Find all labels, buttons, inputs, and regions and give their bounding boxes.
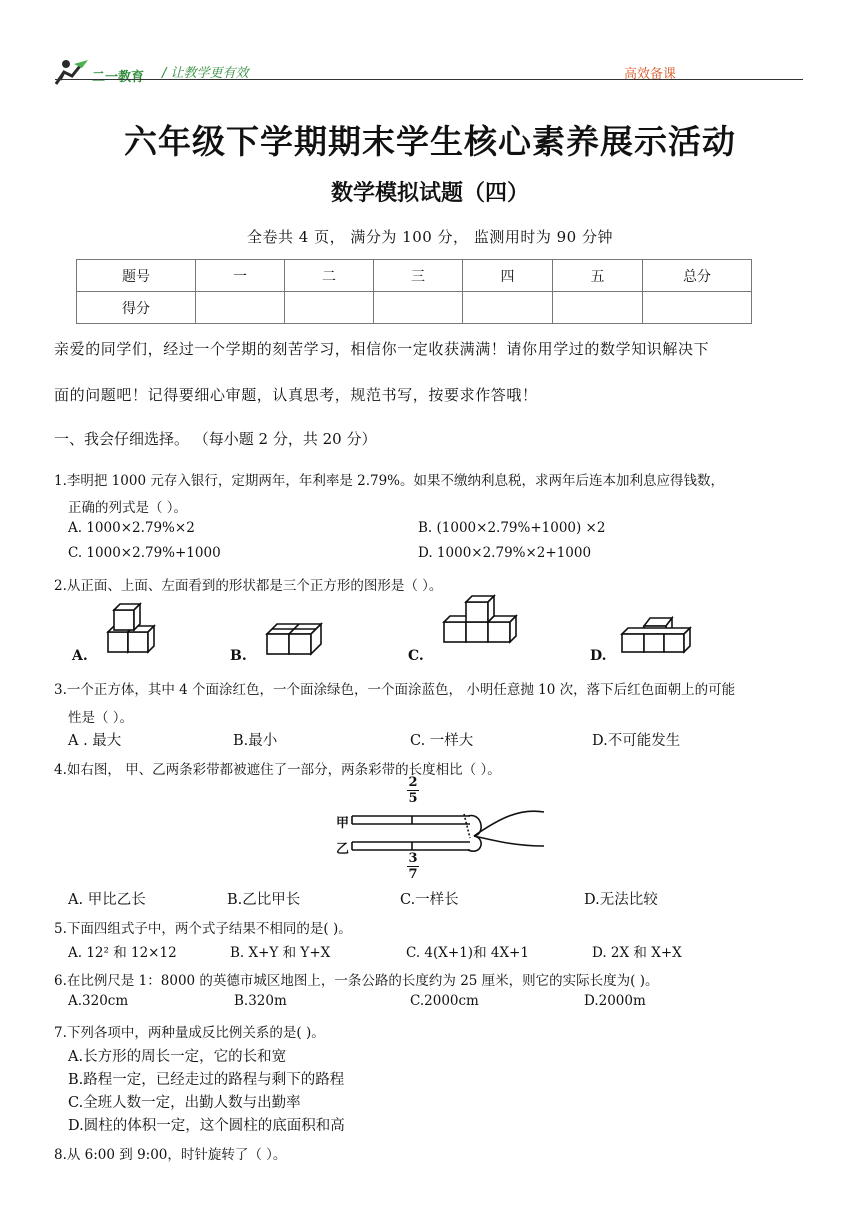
question-7-text: 7.下列各项中，两种量成反比例关系的是( )。 bbox=[54, 1025, 325, 1041]
q2-option-a[interactable]: A. bbox=[72, 648, 88, 664]
q1-option-a[interactable]: A. 1000×2.79%×2 bbox=[68, 520, 195, 536]
q4-option-d[interactable]: D.无法比较 bbox=[584, 892, 658, 908]
score-input-cell[interactable] bbox=[643, 292, 752, 324]
question-5-text: 5.下面四组式子中，两个式子结果不相同的是( )。 bbox=[54, 921, 352, 937]
q5-option-d[interactable]: D. 2X 和 X+X bbox=[592, 945, 682, 961]
score-input-cell[interactable] bbox=[463, 292, 553, 324]
q6-option-d[interactable]: D.2000m bbox=[584, 993, 646, 1009]
table-cell: 一 bbox=[196, 260, 285, 292]
q7-option-b[interactable]: B.路程一定，已经走过的路程与剩下的路程 bbox=[68, 1072, 345, 1088]
cube-figure-b bbox=[265, 620, 325, 658]
q1-option-b[interactable]: B. (1000×2.79%+1000) ×2 bbox=[418, 520, 606, 536]
header-divider bbox=[55, 79, 803, 80]
q5-option-c[interactable]: C. 4(X+1)和 4X+1 bbox=[406, 945, 529, 961]
ribbon-label-jia: 甲 bbox=[336, 816, 350, 831]
intro-line-1: 亲爱的同学们，经过一个学期的刻苦学习，相信你一定收获满满！请你用学过的数学知识解决下 bbox=[54, 340, 710, 358]
intro-line-2: 面的问题吧！记得要细心审题，认真思考，规范书写，按要求作答哦！ bbox=[54, 386, 538, 404]
score-input-cell[interactable] bbox=[285, 292, 374, 324]
cube-figure-a bbox=[106, 604, 166, 656]
q2-option-d[interactable]: D. bbox=[590, 648, 607, 664]
logo-icon bbox=[52, 58, 92, 88]
score-table bbox=[76, 259, 752, 324]
logo-text: 二一教育 bbox=[92, 70, 145, 85]
q3-option-d[interactable]: D.不可能发生 bbox=[592, 733, 681, 749]
q6-option-a[interactable]: A.320cm bbox=[68, 993, 129, 1009]
fraction-bottom-denominator: 7 bbox=[408, 867, 418, 882]
q4-option-c[interactable]: C.一样长 bbox=[400, 892, 459, 908]
question-3-text: 3.一个正方体，其中 4 个面涂红色，一个面涂绿色，一个面涂蓝色， 小明任意抛 10 次，落下后红色面朝上的可能 bbox=[54, 682, 736, 698]
score-table-score-row bbox=[77, 292, 752, 324]
fraction-top bbox=[407, 776, 419, 805]
q1-option-d[interactable]: D. 1000×2.79%×2+1000 bbox=[418, 545, 592, 561]
q3-option-b[interactable]: B.最小 bbox=[233, 733, 278, 749]
q4-option-b[interactable]: B.乙比甲长 bbox=[227, 892, 301, 908]
q7-option-a[interactable]: A.长方形的周长一定，它的长和宽 bbox=[68, 1049, 287, 1065]
q6-option-c[interactable]: C.2000cm bbox=[410, 993, 479, 1009]
section-heading: 一、我会仔细选择。 （每小题 2 分，共 20 分） bbox=[54, 430, 377, 448]
score-input-cell[interactable] bbox=[374, 292, 463, 324]
q2-option-b[interactable]: B. bbox=[230, 648, 247, 664]
question-1-text: 1.李明把 1000 元存入银行，定期两年，年利率是 2.79%。如果不缴纳利息税，求两年后连本加利息应得钱数， bbox=[54, 473, 724, 489]
question-2-text: 2.从正面、上面、左面看到的形状都是三个正方形的图形是（ ）。 bbox=[54, 578, 443, 594]
fraction-top-numerator: 2 bbox=[408, 775, 418, 790]
table-cell: 总分 bbox=[643, 260, 752, 292]
table-cell: 三 bbox=[374, 260, 463, 292]
exam-info: 全卷共 4 页， 满分为 100 分， 监测用时为 90 分钟 bbox=[247, 228, 613, 246]
q3-option-a[interactable]: A . 最大 bbox=[68, 733, 122, 749]
page-title: 六年级下学期期末学生核心素养展示活动 bbox=[124, 122, 736, 161]
score-input-cell[interactable] bbox=[196, 292, 285, 324]
q1-option-c[interactable]: C. 1000×2.79%+1000 bbox=[68, 545, 221, 561]
table-cell: 题号 bbox=[77, 260, 196, 292]
cube-figure-d bbox=[620, 616, 694, 656]
slogan: / 让教学更有效 bbox=[162, 66, 249, 81]
q4-option-a[interactable]: A. 甲比乙长 bbox=[68, 892, 146, 908]
q7-option-d[interactable]: D.圆柱的体积一定，这个圆柱的底面积和高 bbox=[68, 1118, 345, 1134]
question-8-text: 8.从 6:00 到 9:00，时针旋转了（ ）。 bbox=[54, 1147, 287, 1163]
tagline: 高效备课 bbox=[624, 67, 677, 82]
q6-option-b[interactable]: B.320m bbox=[234, 993, 287, 1009]
question-3-text-cont: 性是（ ）。 bbox=[68, 710, 134, 726]
table-cell: 四 bbox=[463, 260, 553, 292]
q5-option-b[interactable]: B. X+Y 和 Y+X bbox=[230, 945, 331, 961]
table-cell: 二 bbox=[285, 260, 374, 292]
question-4-text: 4.如右图， 甲、乙两条彩带都被遮住了一部分，两条彩带的长度相比（ ）。 bbox=[54, 762, 501, 778]
cube-figure-c bbox=[442, 598, 518, 646]
q3-option-c[interactable]: C. 一样大 bbox=[410, 733, 474, 749]
ribbon-label-yi: 乙 bbox=[336, 842, 350, 857]
ribbon-figure bbox=[350, 812, 546, 858]
table-cell: 得分 bbox=[77, 292, 196, 324]
fraction-top-denominator: 5 bbox=[408, 791, 418, 806]
q2-option-c[interactable]: C. bbox=[408, 648, 424, 664]
score-table-header-row bbox=[77, 260, 752, 292]
table-cell: 五 bbox=[553, 260, 643, 292]
page-subtitle: 数学模拟试题（四） bbox=[330, 181, 529, 206]
q7-option-c[interactable]: C.全班人数一定，出勤人数与出勤率 bbox=[68, 1095, 301, 1111]
question-1-text-cont: 正确的列式是（ ）。 bbox=[68, 500, 188, 516]
q5-option-a[interactable]: A. 12² 和 12×12 bbox=[68, 945, 177, 961]
fraction-bottom-numerator: 3 bbox=[408, 851, 418, 866]
question-6-text: 6.在比例尺是 1：8000 的英德市城区地图上，一条公路的长度约为 25 厘米，则它的实际长度为( )。 bbox=[54, 973, 659, 989]
score-input-cell[interactable] bbox=[553, 292, 643, 324]
